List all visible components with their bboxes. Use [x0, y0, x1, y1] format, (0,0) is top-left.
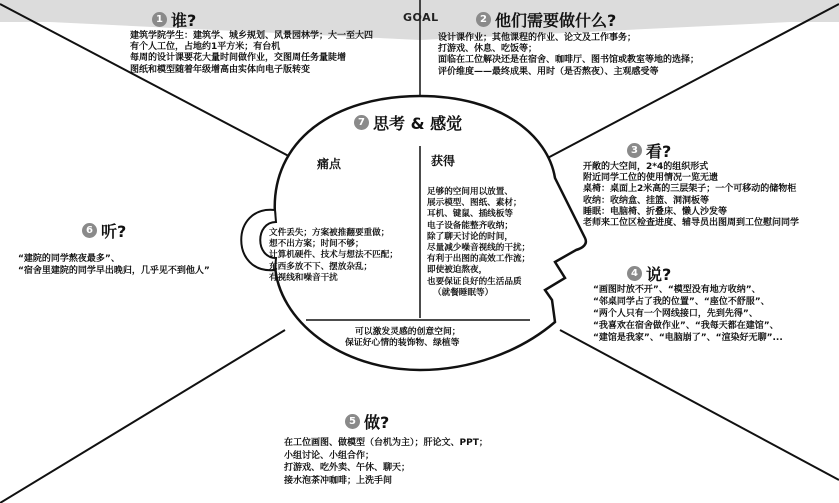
goal-label: GOAL	[403, 11, 439, 24]
think-bottom-text	[345, 327, 461, 349]
text-line: 耳机、键鼠、插线板等	[427, 209, 513, 220]
gain-title: 获得	[431, 154, 456, 168]
number-badge: 1	[152, 12, 167, 27]
text-line: 建筑学院学生：建筑学、城乡规划、风景园林学；大一至大四	[130, 31, 374, 41]
number-badge: 7	[354, 115, 369, 130]
text-line: 睡眠：电脑椅、折叠床、懒人沙发等	[583, 206, 728, 217]
text-line: 尽量减少噪音视线的干扰；	[427, 243, 531, 254]
number-badge: 4	[627, 266, 642, 281]
text-line: 电子设备能整齐收纳；	[427, 220, 513, 231]
think-heading	[354, 111, 462, 134]
text-line: 每周的设计课要花大量时间做作业，交图周任务量陡增	[130, 53, 347, 64]
text-line: 可以激发灵感的创意空间；	[355, 327, 461, 337]
text-line: 保证好心情的装饰物、绿植等	[345, 338, 460, 349]
text-line: 文件丢失；方案被推翻要重做；	[269, 228, 390, 238]
text-line: “宿舍里建院的同学早出晚归，几乎见不到他人”	[18, 266, 210, 276]
gain-text	[427, 187, 530, 299]
hear-title: 听?	[101, 222, 127, 241]
text-line: 打游戏、吃外卖、午休、聊天；	[284, 463, 411, 473]
who-text	[130, 31, 373, 76]
needs-text	[438, 33, 699, 78]
text-line: 收纳：收纳盒、挂篮、洞洞板等	[583, 195, 710, 206]
text-line: 打游戏、休息、吃饭等；	[438, 44, 538, 55]
text-line: 展示模型、图纸、素材；	[427, 198, 522, 209]
text-line: 在工位画图、做模型（台机为主）；肝论文、PPT；	[284, 438, 488, 448]
text-line: “邻桌同学占了我的位置”、“座位不舒服”、	[593, 297, 770, 307]
see-text	[583, 162, 799, 229]
divider-bottom-left	[0, 330, 285, 503]
say-heading	[627, 262, 671, 285]
think-title: 思考 & 感觉	[373, 114, 463, 133]
text-line: “我喜欢在宿舍做作业”、“我每天都在建馆”、	[593, 321, 779, 331]
text-line: 有个人工位，占地约1平方米；有台机	[130, 42, 281, 53]
text-line: 桌椅：桌面上2米高的三层架子；一个可移动的储物柜	[583, 184, 797, 195]
pain-text	[269, 228, 398, 284]
say-title: 说?	[646, 265, 672, 284]
number-badge: 2	[476, 12, 491, 27]
text-line: 小组讨论、小组合作；	[284, 450, 375, 461]
who-heading	[152, 8, 196, 31]
do-title: 做?	[364, 413, 390, 432]
text-line: 足够的空间用以放置、	[427, 187, 513, 197]
see-heading	[627, 139, 671, 162]
number-badge: 5	[345, 414, 360, 429]
who-title: 谁?	[171, 11, 197, 30]
text-line: “建馆是我家”、“电脑崩了”、“渲染好无聊”...	[593, 333, 783, 343]
text-line: 有视线和噪音干扰	[269, 272, 338, 283]
text-line: 有利于出图的高效工作流；	[427, 254, 531, 265]
do-text	[284, 437, 488, 487]
text-line: 想不出方案；时间不够；	[269, 239, 364, 250]
text-line: 东西多放不下、摆放杂乱；	[269, 261, 373, 272]
text-line: “建院的同学熬夜最多”、	[18, 254, 120, 264]
text-line: 附近同学工位的使用情况一览无遗	[583, 173, 719, 184]
text-line: 也要保证良好的生活品质	[427, 276, 522, 287]
hear-heading	[82, 219, 126, 242]
text-line: 即使被迫熬夜，	[427, 265, 488, 276]
hear-text	[18, 253, 210, 277]
see-title: 看?	[646, 142, 672, 161]
text-line: 评价维度——最终成果、用时（是否熬夜）、主观感受等	[438, 66, 659, 77]
text-line: 开敞的大空间，2*4的组织形式	[583, 162, 709, 172]
do-heading	[345, 410, 389, 433]
text-line: 除了聊天讨论的时间，	[427, 231, 513, 242]
text-line: 面临在工位解决还是在宿舍、咖啡厅、图书馆或教室等地的选择；	[438, 55, 700, 66]
number-badge: 6	[82, 223, 97, 238]
text-line: 计算机硬件、技术与想法不匹配；	[269, 250, 398, 261]
needs-title: 他们需要做什么?	[495, 11, 617, 30]
number-badge: 3	[627, 143, 642, 158]
needs-heading	[476, 8, 616, 31]
say-text	[593, 284, 783, 344]
text-line: 老师来工位区检查进度、辅导员出图周到工位慰问同学	[583, 218, 800, 229]
divider-bottom-right	[560, 330, 839, 480]
pain-title: 痛点	[317, 157, 342, 171]
text-line: 设计课作业；其他课程的作业、论文及工作事务；	[438, 33, 637, 43]
text-line: 图纸和模型随着年级增高由实体向电子版转变	[130, 64, 311, 75]
text-line: “两个人只有一个网线接口，先到先得”、	[593, 309, 758, 319]
text-line: “画图时放不开”、“模型没有地方收纳”、	[593, 285, 761, 295]
text-line: 接水泡茶冲咖啡；上洗手间	[284, 475, 393, 486]
text-line: （就餐睡眠等）	[433, 287, 494, 298]
